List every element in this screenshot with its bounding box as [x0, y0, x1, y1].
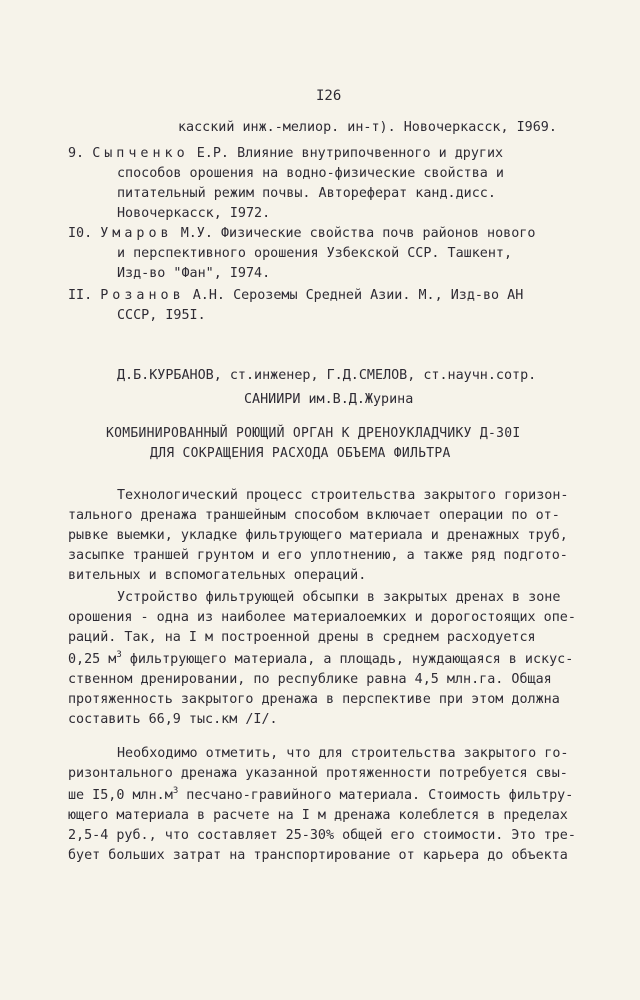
paragraph-2-line-1: Устройство фильтрующей обсыпки в закрытых дренах в зоне: [117, 590, 561, 605]
paragraph-3-line-3: [68, 788, 573, 804]
reference-9-initials: Е.Р.: [196, 146, 229, 161]
reference-9-line-4: Новочеркасск, I972.: [117, 206, 271, 221]
paragraph-3-line-5: 2,5-4 руб., что составляет 25-30% общей его стоимости. Это тре-: [68, 828, 576, 843]
article-institution: САНИИРИ им.В.Д.Журина: [244, 392, 414, 407]
article-authors: Д.Б.КУРБАНОВ, ст.инженер, Г.Д.СМЕЛОВ, ст.научн.сотр.: [117, 368, 537, 383]
reference-10-line-3: Изд-во "Фан", I974.: [117, 266, 271, 281]
paragraph-2-line-5: ственном дренировании, по республике равна 4,5 млн.га. Общая: [68, 672, 552, 687]
paragraph-1-line-4: засыпке траншей грунтом и его уплотнению, а также ряд подгото-: [68, 548, 568, 563]
superscript-cubed: 3: [116, 650, 122, 660]
paragraph-3-line-6: бует больших затрат на транспортирование от карьера до объекта: [68, 848, 568, 863]
paragraph-2-line-6: протяженность закрытого дренажа в перспективе при этом должна: [68, 692, 560, 707]
paragraph-1-line-1: Технологический процесс строительства закрытого горизон-: [117, 488, 569, 503]
reference-10-author: Умаров: [100, 226, 173, 241]
reference-10-line-2: и перспективного орошения Узбекской ССР. Ташкент,: [117, 246, 513, 261]
reference-9-number: 9.: [68, 146, 85, 161]
paragraph-3-line-2: ризонтального дренажа указанной протяженности потребуется свы-: [68, 766, 568, 781]
reference-9-text: Влияние внутрипочвенного и других: [237, 146, 504, 161]
volume-value: 0,25 м: [68, 652, 117, 667]
paragraph-3-line-4: ющего материала в расчете на I м дренажа колеблется в пределах: [68, 808, 568, 823]
reference-11-text: Сероземы Средней Азии. М., Изд-во АН: [233, 288, 524, 303]
reference-9-line-2: способов орошения на водно-физические свойства и: [117, 166, 504, 181]
paragraph-2-line-4-rest: фильтрующего материала, а площадь, нуждающаяся в искус-: [121, 652, 574, 667]
reference-10-initials: М.У.: [180, 226, 213, 241]
paragraph-1-line-5: вительных и вспомогательных операций.: [68, 568, 367, 583]
reference-10-number: I0.: [68, 226, 93, 241]
paragraph-3-line-3-rest: песчано-гравийного материала. Стоимость фильтру-: [178, 788, 574, 803]
reference-10-text: Физические свойства почв районов нового: [221, 226, 536, 241]
reference-11-line: [68, 288, 523, 304]
paragraph-2-line-7: составить 66,9 тыс.км /I/.: [68, 712, 278, 727]
paragraph-2-line-3: раций. Так, на I м построенной дрены в среднем расходуется: [68, 630, 536, 645]
paragraph-1-line-2: тального дренажа траншейным способом включает операции по от-: [68, 508, 560, 523]
paragraph-3-line-1: Необходимо отметить, что для строительства закрытого го-: [117, 746, 569, 761]
article-title-line-2: ДЛЯ СОКРАЩЕНИЯ РАСХОДА ОБЪЕМА ФИЛЬТРА: [150, 446, 451, 461]
reference-11-author: Розанов: [100, 288, 185, 303]
volume-value-2: ше I5,0 млн.м: [68, 788, 173, 803]
reference-11-initials: А.Н.: [192, 288, 225, 303]
reference-9-line: [68, 146, 503, 162]
reference-9-line-3: питательный режим почвы. Автореферат канд.дисс.: [117, 186, 496, 201]
article-title-line-1: КОМБИНИРОВАННЫЙ РОЮЩИЙ ОРГАН К ДРЕНОУКЛАДЧИКУ Д-30I: [106, 426, 521, 441]
reference-8-tail: касский инж.-мелиор. ин-т). Новочеркасск, I969.: [178, 120, 557, 135]
paragraph-1-line-3: рывке выемки, укладке фильтрующего материала и дренажных труб,: [68, 528, 568, 543]
reference-11-number: II.: [68, 288, 93, 303]
reference-11-line-2: СССР, I95I.: [117, 308, 206, 323]
paragraph-2-line-4: [68, 652, 573, 668]
superscript-cubed-2: 3: [172, 786, 179, 796]
reference-9-author: Сыпченко: [92, 146, 189, 161]
reference-10-line: [68, 226, 535, 242]
paragraph-2-line-2: орошения - одна из наиболее материалоемких и дорогостоящих опе-: [68, 610, 576, 625]
page-number: I26: [316, 88, 342, 104]
